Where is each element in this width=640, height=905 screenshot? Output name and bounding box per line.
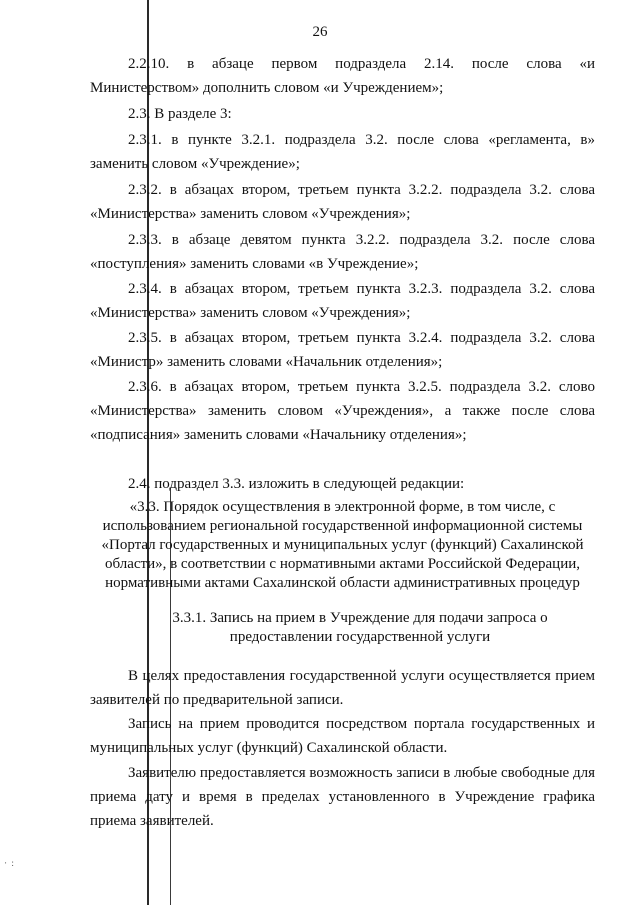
heading-line: предоставлении государственной услуги — [229, 629, 491, 645]
paragraph-2-3-3: 2.3.3. в абзаце девятом пункта 3.2.2. подраздела 3.2. после слова «поступления» заменить словами «в Учреждение»; — [90, 232, 595, 272]
paragraph-2-3-4: 2.3.4. в абзацах втором, третьем пункта 3.2.3. подраздела 3.2. слова «Министерства» заменить словом «Учреждения»; — [90, 281, 595, 321]
quote-line: «3.3. Порядок осуществления в электронной форме, в том числе, с — [129, 499, 556, 515]
paragraph-2-3: 2.3. В разделе 3: — [128, 106, 232, 122]
paragraph-2-3-1: 2.3.1. в пункте 3.2.1. подраздела 3.2. после слова «регламента, в» заменить словом «Учреждение»; — [90, 132, 595, 172]
quote-line: нормативными актами Сахалинской области административных процедур — [105, 575, 580, 591]
quote-block — [90, 498, 595, 593]
quote-line: «Портал государственных и муниципальных услуг (функций) Сахалинской — [101, 537, 584, 553]
heading-line: 3.3.1. Запись на прием в Учреждение для подачи запроса о — [172, 610, 548, 626]
paragraph-2-3-6: 2.3.6. в абзацах втором, третьем пункта 3.2.5. подраздела 3.2. слово «Министерства» заменить словом «Учреждения», а также после слова «подписания» заменить словами «Начальнику отделения»; — [90, 379, 595, 443]
subsection-heading — [160, 609, 560, 647]
paragraph-2-4: 2.4. подраздел 3.3. изложить в следующей редакции: — [128, 476, 465, 492]
body-paragraph-1: В целях предоставления государственной услуги осуществляется прием заявителей по предварительной записи. — [90, 668, 595, 708]
quote-line: использованием региональной государственной информационной системы — [102, 518, 583, 534]
body-paragraph-3: Заявителю предоставляется возможность записи в любые свободные для приема дату и время в пределах установленного в Учреждение графика приема заявителей. — [90, 765, 595, 829]
paragraph-2-3-5: 2.3.5. в абзацах втором, третьем пункта 3.2.4. подраздела 3.2. слова «Министр» заменить словами «Начальник отделения»; — [90, 330, 595, 370]
body-paragraph-2: Запись на прием проводится посредством портала государственных и муниципальных услуг (функций) Сахалинской области. — [90, 716, 595, 756]
quote-line: области», в соответствии с нормативными актами Российской Федерации, — [104, 556, 581, 572]
paragraph-2-2-10: 2.2.10. в абзаце первом подраздела 2.14. после слова «и Министерством» дополнить словом «и Учреждением»; — [90, 56, 595, 96]
page-number: 26 — [312, 24, 328, 40]
paragraph-2-3-2: 2.3.2. в абзацах втором, третьем пункта 3.2.2. подраздела 3.2. слова «Министерства» заменить словом «Учреждения»; — [90, 182, 595, 222]
scan-specks: ⋅ : — [4, 858, 15, 868]
